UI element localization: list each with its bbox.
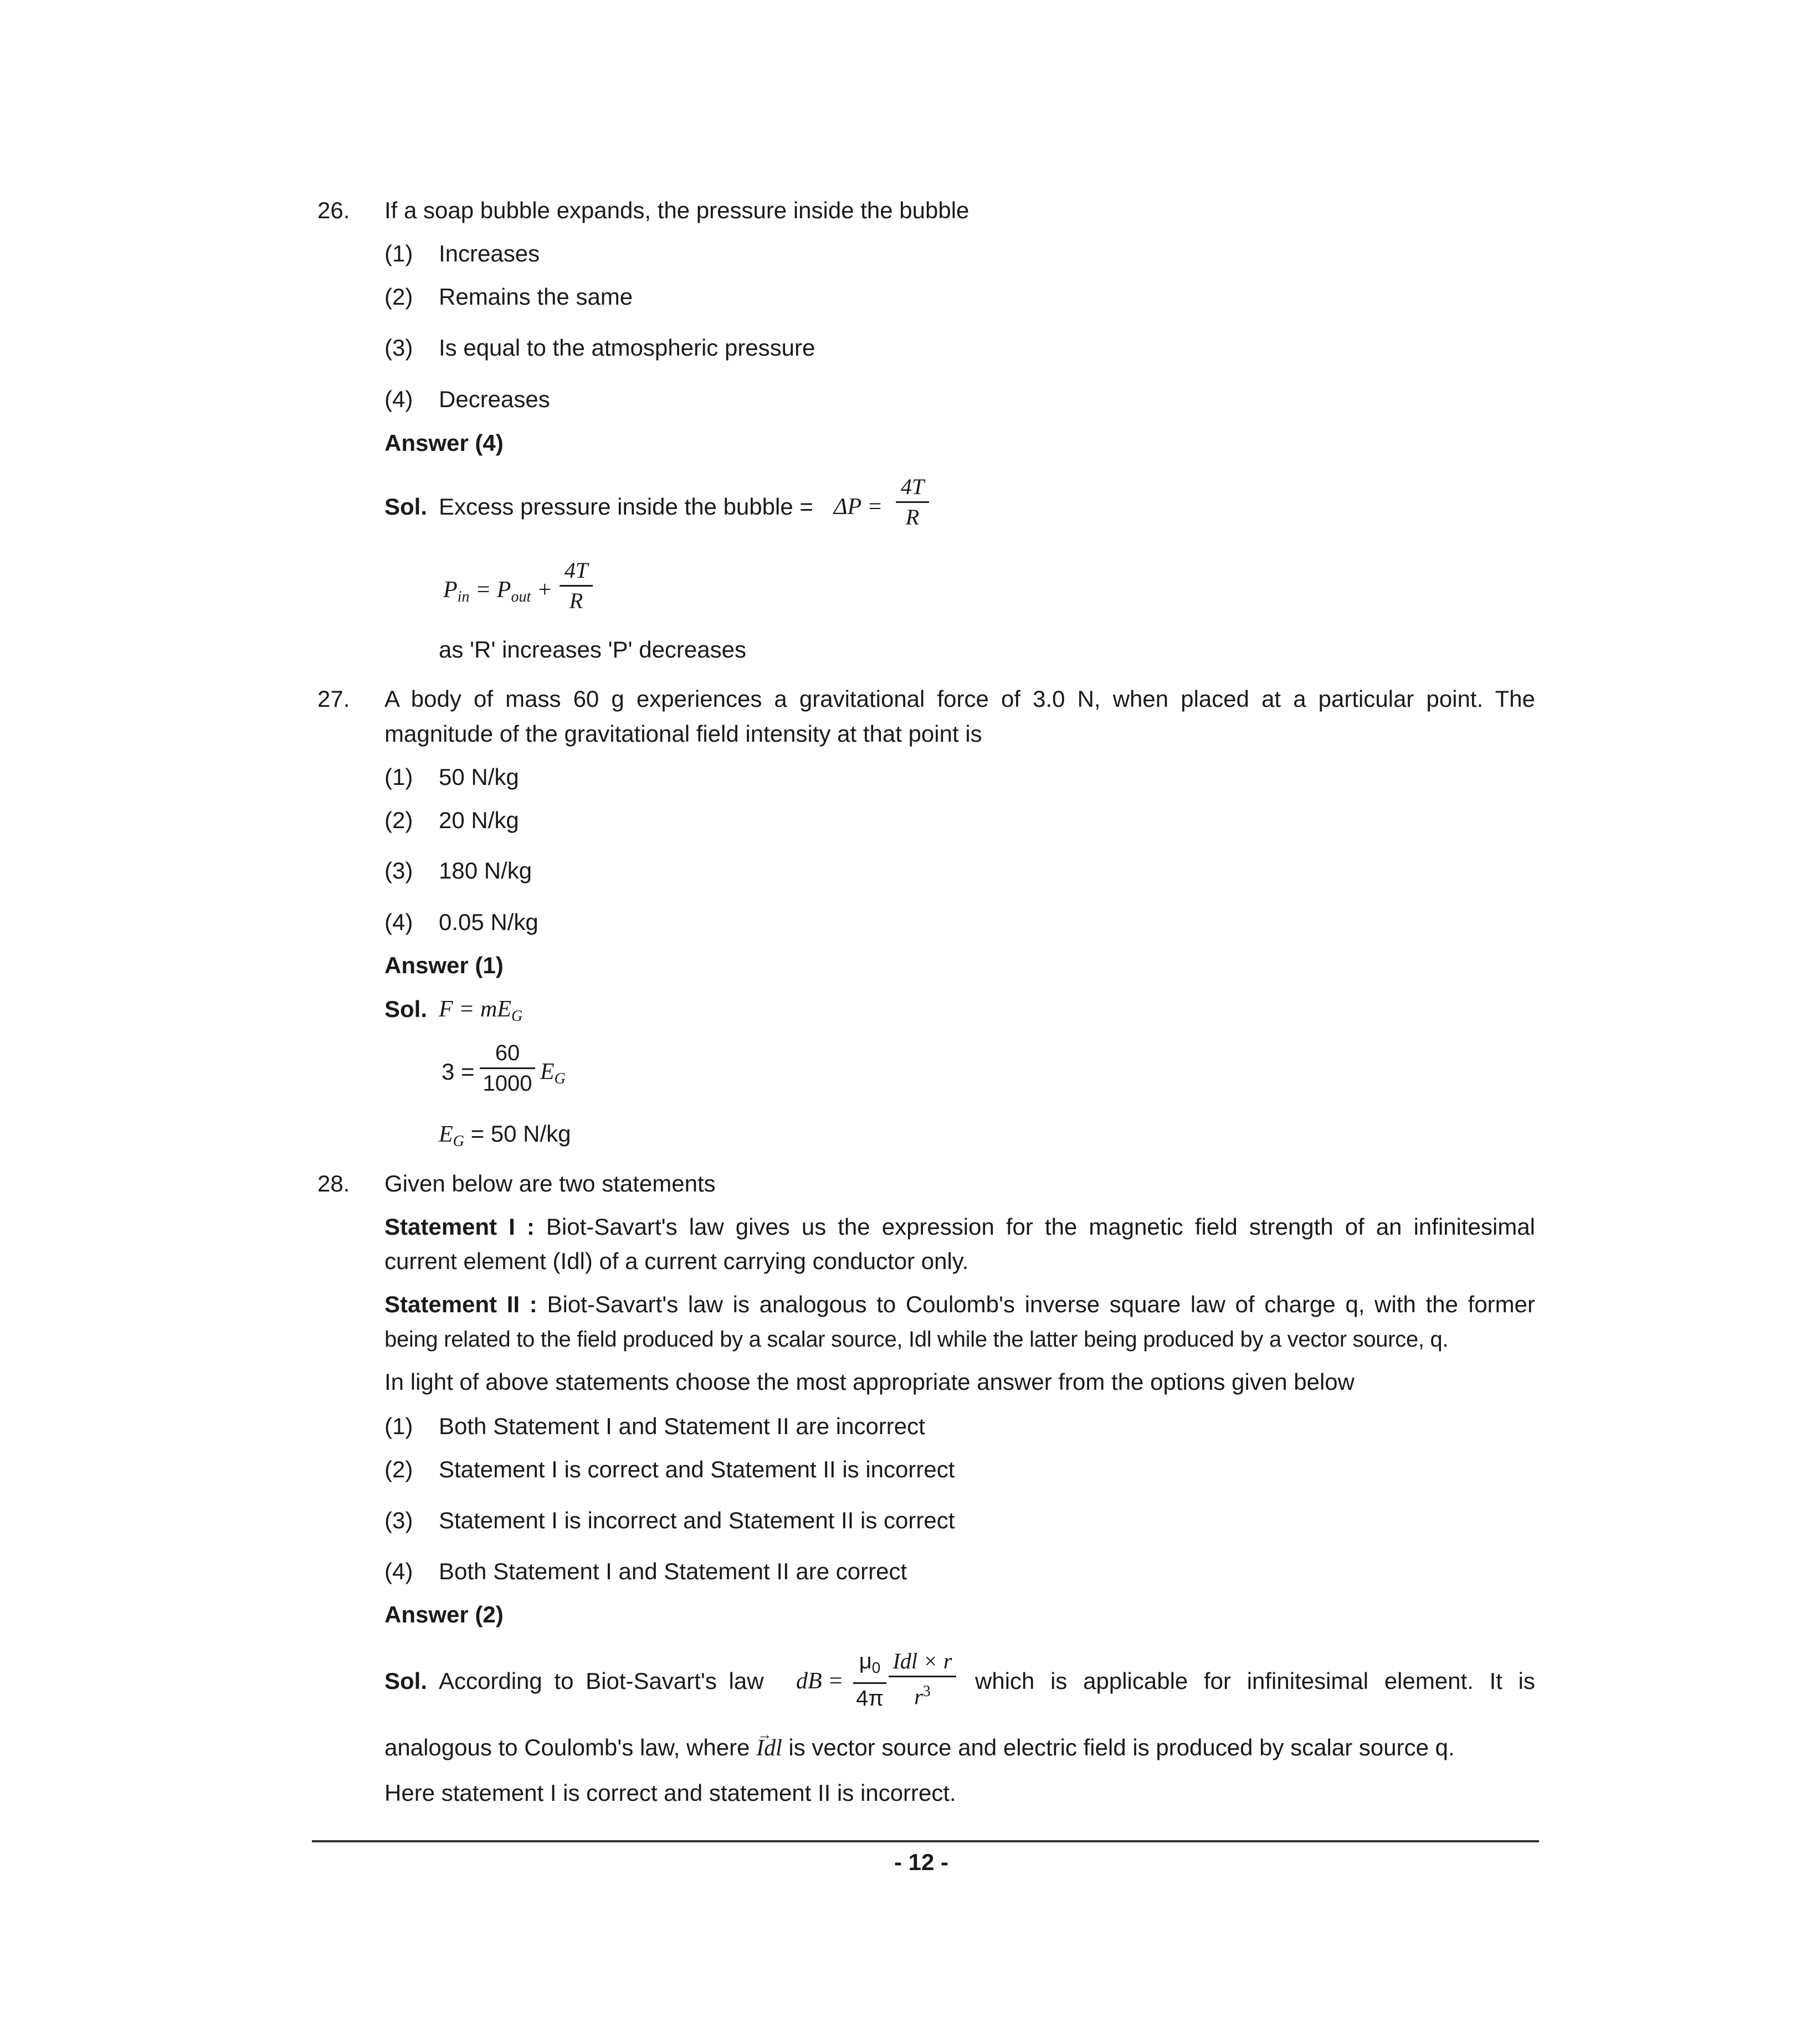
- statement2-text: Biot-Savart's law is analogous to Coulomb's inverse square law of charge q, with the former: [547, 1291, 1535, 1317]
- fraction-bar: [896, 501, 929, 503]
- q28-answer: Answer (2): [384, 1601, 504, 1627]
- fraction-denominator: R: [569, 588, 583, 613]
- q27-option-4: 0.05 N/kg: [439, 909, 538, 935]
- plus-sign: +: [536, 577, 553, 603]
- q26-option-2-num: (2): [384, 284, 413, 310]
- fraction-bar: [853, 1682, 886, 1684]
- statement1-text: Biot-Savart's law gives us the expression for the magnetic field strength of an infinitesimal: [546, 1214, 1536, 1240]
- fraction-bar: [480, 1067, 535, 1069]
- q28-question: Given below are two statements: [384, 1170, 716, 1196]
- q27-option-1: 50 N/kg: [439, 764, 519, 790]
- q28-statement1-line1: [384, 1213, 1535, 1241]
- q26-option-2: Remains the same: [439, 284, 633, 310]
- q27-answer: Answer (1): [384, 952, 504, 978]
- q28-option-3: Statement I is incorrect and Statement II is correct: [439, 1507, 955, 1533]
- q26-option-1: Increases: [439, 240, 540, 266]
- q28-sol-line2: [384, 1734, 1455, 1762]
- q26-question: If a soap bubble expands, the pressure inside the bubble: [384, 197, 969, 223]
- statement2-label: Statement II :: [384, 1291, 537, 1317]
- zero-subscript: 0: [871, 1659, 881, 1676]
- q28-option-3-num: (3): [384, 1507, 413, 1533]
- fraction-numerator: Idl × r: [892, 1648, 952, 1673]
- p-out-subscript: out: [511, 588, 531, 605]
- p-in-symbol: P: [443, 577, 458, 603]
- g-subscript: G: [453, 1133, 464, 1150]
- q27-option-2: 20 N/kg: [439, 807, 519, 833]
- q27-question-line2: magnitude of the gravitational field intensity at that point is: [384, 721, 982, 747]
- q28-statement2-line2: being related to the field produced by a scalar source, Idl while the latter being produced by a vector source, q.: [384, 1327, 1449, 1352]
- q28-option-1-num: (1): [384, 1413, 413, 1439]
- g-subscript: G: [511, 1008, 523, 1025]
- q28-fraction-mu0-4pi: [853, 1648, 886, 1711]
- mu-symbol: μ: [859, 1649, 872, 1673]
- sol-line2-a: analogous to Coulomb's law, where: [384, 1734, 750, 1760]
- equals-sign: =: [475, 577, 491, 603]
- q28-option-4: Both Statement I and Statement II are correct: [439, 1558, 907, 1584]
- q27-option-3-num: (3): [384, 857, 413, 884]
- eq3-rhs: = 50 N/kg: [470, 1121, 571, 1147]
- page-number: - 12 -: [894, 1849, 949, 1875]
- q28-sol-line3: Here statement I is correct and statement II is incorrect.: [384, 1780, 956, 1806]
- fraction-denominator: 4π: [856, 1686, 884, 1711]
- q26-fraction-4t-r: [896, 474, 929, 530]
- q28-number: 28.: [317, 1170, 350, 1196]
- fraction-numerator: 60: [495, 1041, 520, 1065]
- q27-eq3: [439, 1120, 571, 1155]
- q28-sol-label: Sol.: [384, 1668, 428, 1694]
- q27-question-line1: A body of mass 60 g experiences a gravitational force of 3.0 N, when placed at a particular point. The: [384, 686, 1535, 712]
- q26-option-3: Is equal to the atmospheric pressure: [439, 335, 815, 361]
- fraction-numerator: 4T: [564, 558, 588, 583]
- p-in-subscript: in: [457, 588, 470, 605]
- q28-option-4-num: (4): [384, 1558, 413, 1584]
- q27-eq2-rhs: [540, 1058, 566, 1093]
- q27-option-4-num: (4): [384, 909, 413, 935]
- q28-fraction-idl-cross-r: [889, 1648, 956, 1709]
- q28-statement1-line2: current element (Idl) of a current carrying conductor only.: [384, 1248, 969, 1274]
- q28-option-2: Statement I is correct and Statement II is incorrect: [439, 1456, 955, 1482]
- q27-option-3: 180 N/kg: [439, 857, 532, 884]
- cube-superscript: 3: [922, 1683, 931, 1700]
- q27-sol-label: Sol.: [384, 996, 428, 1022]
- q27-number: 27.: [317, 686, 350, 712]
- q28-option-2-num: (2): [384, 1456, 413, 1482]
- q28-sol-post: which is applicable for infinitesimal element. It is: [975, 1668, 1535, 1694]
- q26-sol-delta-p: ΔP =: [834, 494, 883, 520]
- q28-sol-pre: According to Biot-Savart's law: [439, 1668, 764, 1694]
- q28-instruction: In light of above statements choose the most appropriate answer from the options given below: [384, 1369, 1355, 1395]
- q27-eq2-lhs: 3 =: [442, 1059, 475, 1085]
- q26-option-3-num: (3): [384, 335, 413, 361]
- q26-sol-label: Sol.: [384, 494, 428, 520]
- q27-fraction-60-1000: [480, 1040, 535, 1096]
- sol-line2-b: is vector source and electric field is produced by scalar source q.: [788, 1734, 1455, 1760]
- footer-divider: [312, 1840, 1539, 1842]
- idl-vector: → Idl: [756, 1735, 782, 1761]
- fraction-numerator: 4T: [900, 474, 925, 499]
- fraction-denominator: R: [905, 505, 920, 530]
- q26-fraction-2: [560, 558, 593, 614]
- fraction-denominator: [889, 1679, 956, 1709]
- q27-option-1-num: (1): [384, 764, 413, 790]
- g-subscript: G: [554, 1070, 566, 1087]
- q28-option-1: Both Statement I and Statement II are incorrect: [439, 1413, 925, 1439]
- q26-sol-line1: Excess pressure inside the bubble =: [439, 494, 813, 520]
- p-out-symbol: P: [496, 577, 511, 603]
- e-symbol: E: [439, 1122, 453, 1147]
- fraction-denominator: 1000: [483, 1071, 532, 1096]
- q26-option-4: Decreases: [439, 386, 550, 412]
- q27-sol-eq1: [439, 995, 522, 1030]
- q26-answer: Answer (4): [384, 430, 504, 456]
- q26-number: 26.: [317, 197, 350, 223]
- statement1-label: Statement I :: [384, 1214, 535, 1240]
- q28-statement2-line1: [384, 1291, 1535, 1318]
- e-symbol: E: [540, 1059, 555, 1085]
- q28-sol-db: dB =: [796, 1668, 844, 1694]
- fraction-bar: [560, 585, 593, 587]
- fraction-bar: [889, 1676, 956, 1677]
- q26-option-4-num: (4): [384, 386, 413, 412]
- q27-option-2-num: (2): [384, 807, 413, 833]
- f-equals-me: F = mE: [439, 997, 511, 1022]
- fraction-numerator: [853, 1648, 886, 1681]
- q26-pin-equation: [443, 576, 552, 611]
- r-symbol: r: [914, 1684, 923, 1709]
- q26-option-1-num: (1): [384, 240, 413, 266]
- q26-sol-line3: as 'R' increases 'P' decreases: [439, 636, 746, 662]
